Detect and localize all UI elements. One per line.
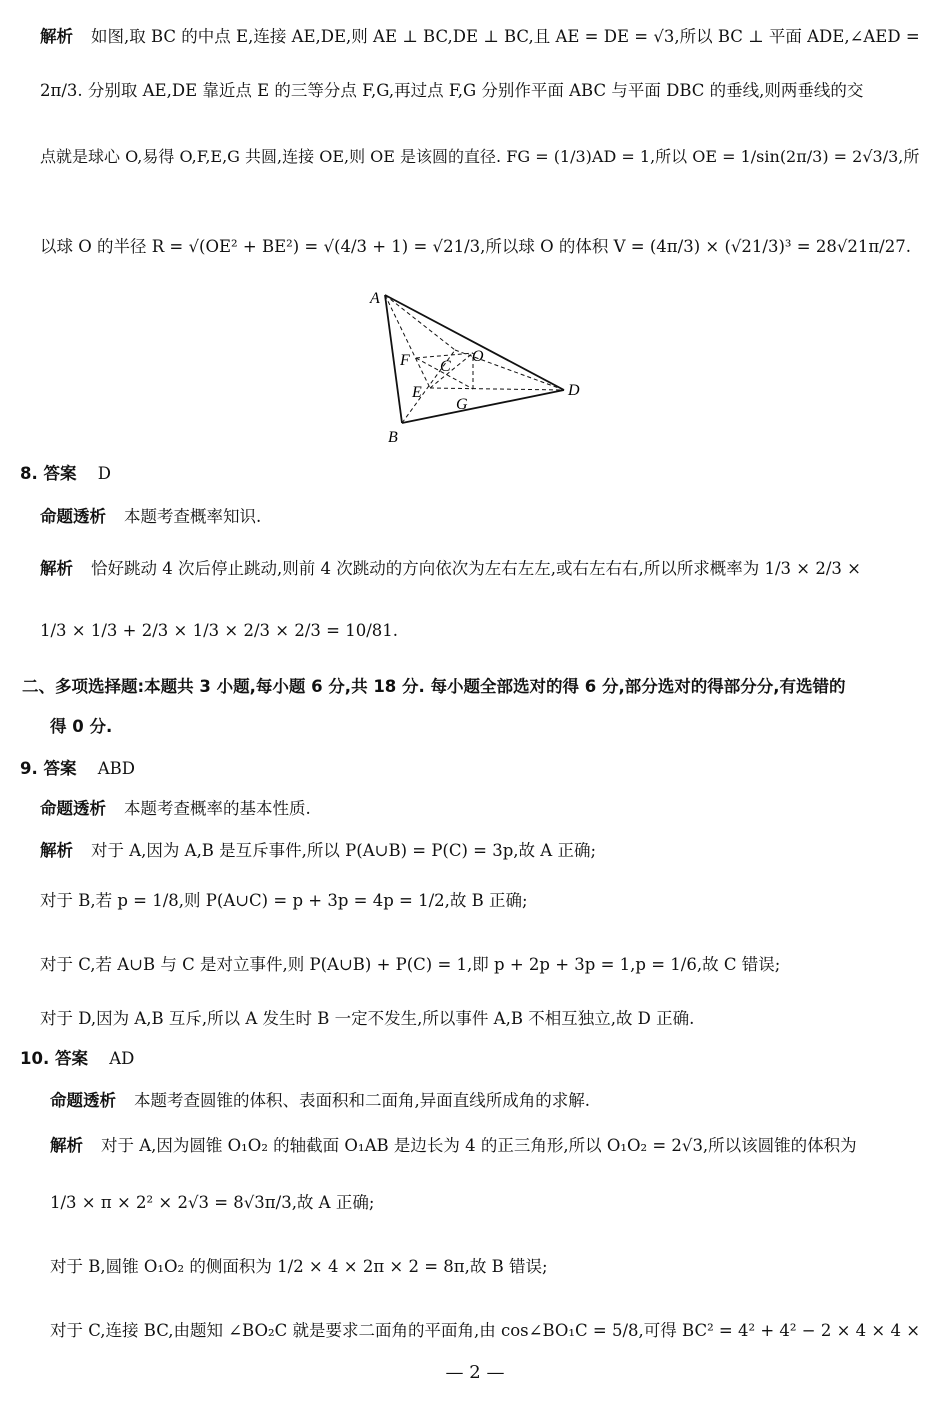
label-D: D [568,382,580,399]
page-number: — 2 — [445,1362,505,1383]
label-E: E [412,384,422,401]
q10-solution-a2: 1/3 × π × 2² × 2√3 = 8√3π/3,故 A 正确; [50,1193,375,1212]
q9-solution-b: 对于 B,若 p = 1/8,则 P(A∪C) = p + 3p = 4p = 1/2,故 B 正确; [40,891,528,910]
q10-solution-a1: 解析 对于 A,因为圆锥 O₁O₂ 的轴截面 O₁AB 是边长为 4 的正三角形,所以 O₁O₂ = 2√3,所以该圆锥的体积为 [50,1136,857,1155]
tetrahedron-figure [360,285,600,450]
label-B: B [388,429,398,446]
q10-intent: 命题透析 本题考查圆锥的体积、表面积和二面角,异面直线所成角的求解. [50,1091,590,1110]
q10-answer-line [20,1048,134,1070]
edge-AC [385,295,455,350]
q9-answer-line [20,758,135,780]
q8-solution-line2: 1/3 × 1/3 + 2/3 × 1/3 × 2/3 × 2/3 = 10/81. [40,621,399,640]
q8-intent: 命题透析 本题考查概率知识. [40,507,262,526]
sol7-label: 解析 [40,27,73,46]
sol7-line1: 解析 如图,取 BC 的中点 E,连接 AE,DE,则 AE ⊥ BC,DE ⊥ BC,且 AE = DE = √3,所以 BC ⊥ 平面 ADE,∠AED = [40,27,920,46]
vertex-labels [369,290,580,446]
q10-solution-c: 对于 C,连接 BC,由题知 ∠BO₂C 就是要求二面角的平面角,由 cos∠BO₁C = 5/8,可得 BC² = 4² + 4² − 2 × 4 × 4 × [50,1321,921,1340]
edge-ED [430,388,564,390]
sol7-line2: 2π/3. 分别取 AE,DE 靠近点 E 的三等分点 F,G,再过点 F,G 分别作平面 ABC 与平面 DBC 的垂线,则两垂线的交 [40,81,864,100]
q8-number: 8. 答案 [20,464,77,483]
label-C: C [440,358,451,375]
q10-answer: AD [109,1049,135,1068]
q8-solution-line1: 解析 恰好跳动 4 次后停止跳动,则前 4 次跳动的方向依次为左右左左,或右左右右,所以所求概率为 1/3 × 2/3 × [40,559,861,578]
sol7-line3: 点就是球心 O,易得 O,F,E,G 共圆,连接 OE,则 OE 是该圆的直径. FG = (1/3)AD = 1,所以 OE = 1/sin(2π/3) = 2√3/3,所 [40,147,920,166]
q9-solution-c: 对于 C,若 A∪B 与 C 是对立事件,则 P(A∪B) + P(C) = 1,即 p + 2p + 3p = 1,p = 1/6,故 C 错误; [40,955,781,974]
q8-answer: D [97,464,111,483]
q9-solution-a: 解析 对于 A,因为 A,B 是互斥事件,所以 P(A∪B) = P(C) = 3p,故 A 正确; [40,841,597,860]
label-O: O [472,348,484,365]
section2-title: 二、多项选择题:本题共 3 小题,每小题 6 分,共 18 分. 每小题全部选对的得 6 分,部分选对的得部分分,有选错的 [22,677,846,696]
q9-number: 9. 答案 [20,759,77,778]
q9-solution-d: 对于 D,因为 A,B 互斥,所以 A 发生时 B 一定不发生,所以事件 A,B 不相互独立,故 D 正确. [40,1009,695,1028]
sol7-line4: 以球 O 的半径 R = √(OE² + BE²) = √(4/3 + 1) = √21/3,所以球 O 的体积 V = (4π/3) × (√21/3)³ = 28√21π/27. [40,237,911,256]
label-G: G [456,396,468,413]
q9-answer: ABD [97,759,136,778]
q8-answer-line [20,463,111,485]
q10-solution-b: 对于 B,圆锥 O₁O₂ 的侧面积为 1/2 × 4 × 2π × 2 = 8π,故 B 错误; [50,1257,548,1276]
q9-intent: 命题透析 本题考查概率的基本性质. [40,799,311,818]
section2-title-line2: 得 0 分. [50,717,113,736]
edge-EO [430,353,473,388]
label-A: A [370,290,380,307]
edge-AD [385,295,564,390]
edge-BD [402,390,564,423]
q10-number: 10. 答案 [20,1049,88,1068]
label-F: F [400,352,410,369]
